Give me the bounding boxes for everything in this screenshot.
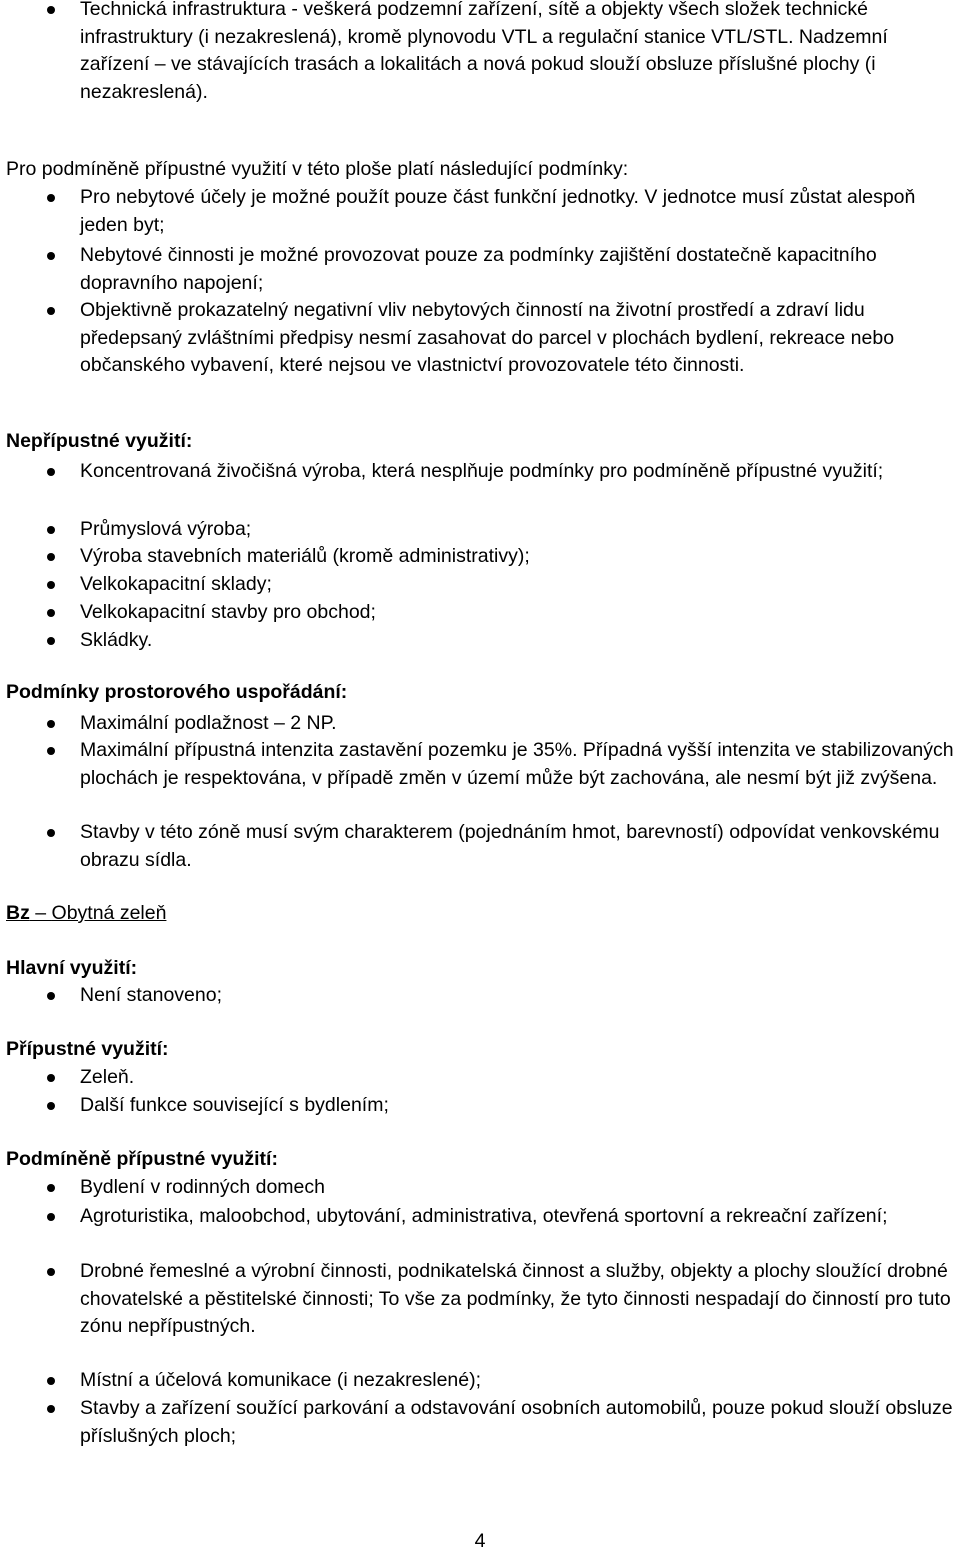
list-item-text: Maximální přípustná intenzita zastavění pozemku je 35%. Případná vyšší intenzita ve stabilizovaných plochách je respektována, v případě změn v území může být zachována, ale nesmí být již zvýšena.	[80, 739, 954, 789]
list-item	[6, 1092, 956, 1120]
list-item-text: Agroturistika, maloobchod, ubytování, administrativa, otevřená sportovní a rekreační zařízení;	[80, 1205, 888, 1227]
bullet-icon	[47, 252, 55, 260]
page-number: 4	[474, 1530, 486, 1552]
bullet-icon	[47, 581, 55, 589]
conditional-intro: Pro podmíněně přípustné využití v této ploše platí následující podmínky:	[6, 158, 629, 180]
list-item	[6, 1367, 956, 1395]
list-item	[6, 982, 956, 1010]
list-item-text: Stavby a zařízení soužící parkování a odstavování osobních automobilů, pouze pokud slouží obsluze příslušných ploch;	[80, 1397, 953, 1447]
list-item	[6, 819, 956, 874]
zone-name: Obytná zeleň	[51, 902, 167, 924]
bullet-icon	[47, 609, 55, 617]
list-item	[6, 0, 956, 106]
bullet-icon	[47, 1102, 55, 1110]
list-item	[6, 242, 956, 297]
list-item	[6, 458, 956, 486]
list-item	[6, 627, 956, 655]
list-item	[6, 297, 956, 380]
list-item-text: Objektivně prokazatelný negativní vliv nebytových činností na životní prostředí a zdraví lidu předepsaný zvláštními předpisy nesmí zasahovat do parcel v plochách bydlení, rekreace nebo občanského vybavení, které nejsou ve vlastnictví provozovatele této činnosti.	[80, 299, 895, 376]
bullet-icon	[47, 720, 55, 728]
list-item	[6, 571, 956, 599]
list-item-text: Pro nebytové účely je možné použít pouze část funkční jednotky. V jednotce musí zůstat alespoň jeden byt;	[80, 186, 916, 236]
bullet-icon	[47, 1268, 55, 1276]
bullet-icon	[47, 553, 55, 561]
bullet-icon	[47, 307, 55, 315]
list-item-text: Místní a účelová komunikace (i nezakreslené);	[80, 1369, 482, 1391]
list-item-text: Bydlení v rodinných domech	[80, 1176, 325, 1198]
list-item	[6, 1258, 956, 1341]
bullet-icon	[47, 526, 55, 534]
list-item	[6, 184, 956, 239]
list-item-text: Velkokapacitní sklady;	[80, 573, 272, 595]
bullet-icon	[47, 1377, 55, 1385]
list-item-text: Výroba stavebních materiálů (kromě administrativy);	[80, 545, 530, 567]
section-heading: Podmíněně přípustné využití:	[6, 1148, 278, 1170]
list-item-text: Maximální podlažnost – 2 NP.	[80, 712, 337, 734]
list-item-text: Průmyslová výroba;	[80, 518, 252, 540]
list-item	[6, 710, 956, 738]
section-heading: Nepřípustné využití:	[6, 430, 193, 452]
bullet-icon	[47, 194, 55, 202]
list-item	[6, 543, 956, 571]
list-item-text: Stavby v této zóně musí svým charakterem (pojednáním hmot, barevností) odpovídat venkovskému obrazu sídla.	[80, 821, 940, 871]
bullet-icon	[47, 637, 55, 645]
zone-title	[6, 900, 956, 928]
list-item	[6, 1395, 956, 1450]
bullet-icon	[47, 829, 55, 837]
list-item-text: Velkokapacitní stavby pro obchod;	[80, 601, 376, 623]
section-heading: Podmínky prostorového uspořádání:	[6, 681, 348, 703]
bullet-icon	[47, 1074, 55, 1082]
list-item	[6, 1064, 956, 1092]
list-item-text: Skládky.	[80, 629, 153, 651]
list-item-text: Zeleň.	[80, 1066, 135, 1088]
list-item-text: Není stanoveno;	[80, 984, 223, 1006]
list-item-text: Koncentrovaná živočišná výroba, která nesplňuje podmínky pro podmíněně přípustné využití;	[80, 460, 884, 482]
list-item	[6, 599, 956, 627]
list-item	[6, 1174, 956, 1202]
list-item	[6, 737, 956, 792]
bullet-icon	[47, 468, 55, 476]
list-item-text: Drobné řemeslné a výrobní činnosti, podnikatelská činnost a služby, objekty a plochy sloužící drobné chovatelské a pěstitelské činnosti; To vše za podmínky, že tyto činnosti nespadají do činností pro tuto zónu nepřípustných.	[80, 1260, 951, 1337]
list-item	[6, 516, 956, 544]
list-item-text: Další funkce související s bydlením;	[80, 1094, 389, 1116]
bullet-icon	[47, 1213, 55, 1221]
section-heading: Přípustné využití:	[6, 1038, 169, 1060]
list-item	[6, 1203, 956, 1231]
list-item-text: Nebytové činnosti je možné provozovat pouze za podmínky zajištění dostatečně kapacitního dopravního napojení;	[80, 244, 877, 294]
bullet-icon	[47, 1405, 55, 1413]
bullet-icon	[47, 1184, 55, 1192]
section-heading: Hlavní využití:	[6, 957, 138, 979]
zone-code: Bz	[6, 902, 30, 924]
bullet-icon	[47, 992, 55, 1000]
zone-dash: –	[29, 902, 52, 924]
bullet-icon	[47, 747, 55, 755]
bullet-icon	[47, 6, 55, 14]
list-item-text: Technická infrastruktura - veškerá podzemní zařízení, sítě a objekty všech složek technické infrastruktury (i nezakreslená), kromě plynovodu VTL a regulační stanice VTL/STL. Nadzemní zařízení – ve stávajících trasách a lokalitách a nová pokud slouží obsluze příslušné plochy (i nezakreslená).	[80, 0, 888, 103]
